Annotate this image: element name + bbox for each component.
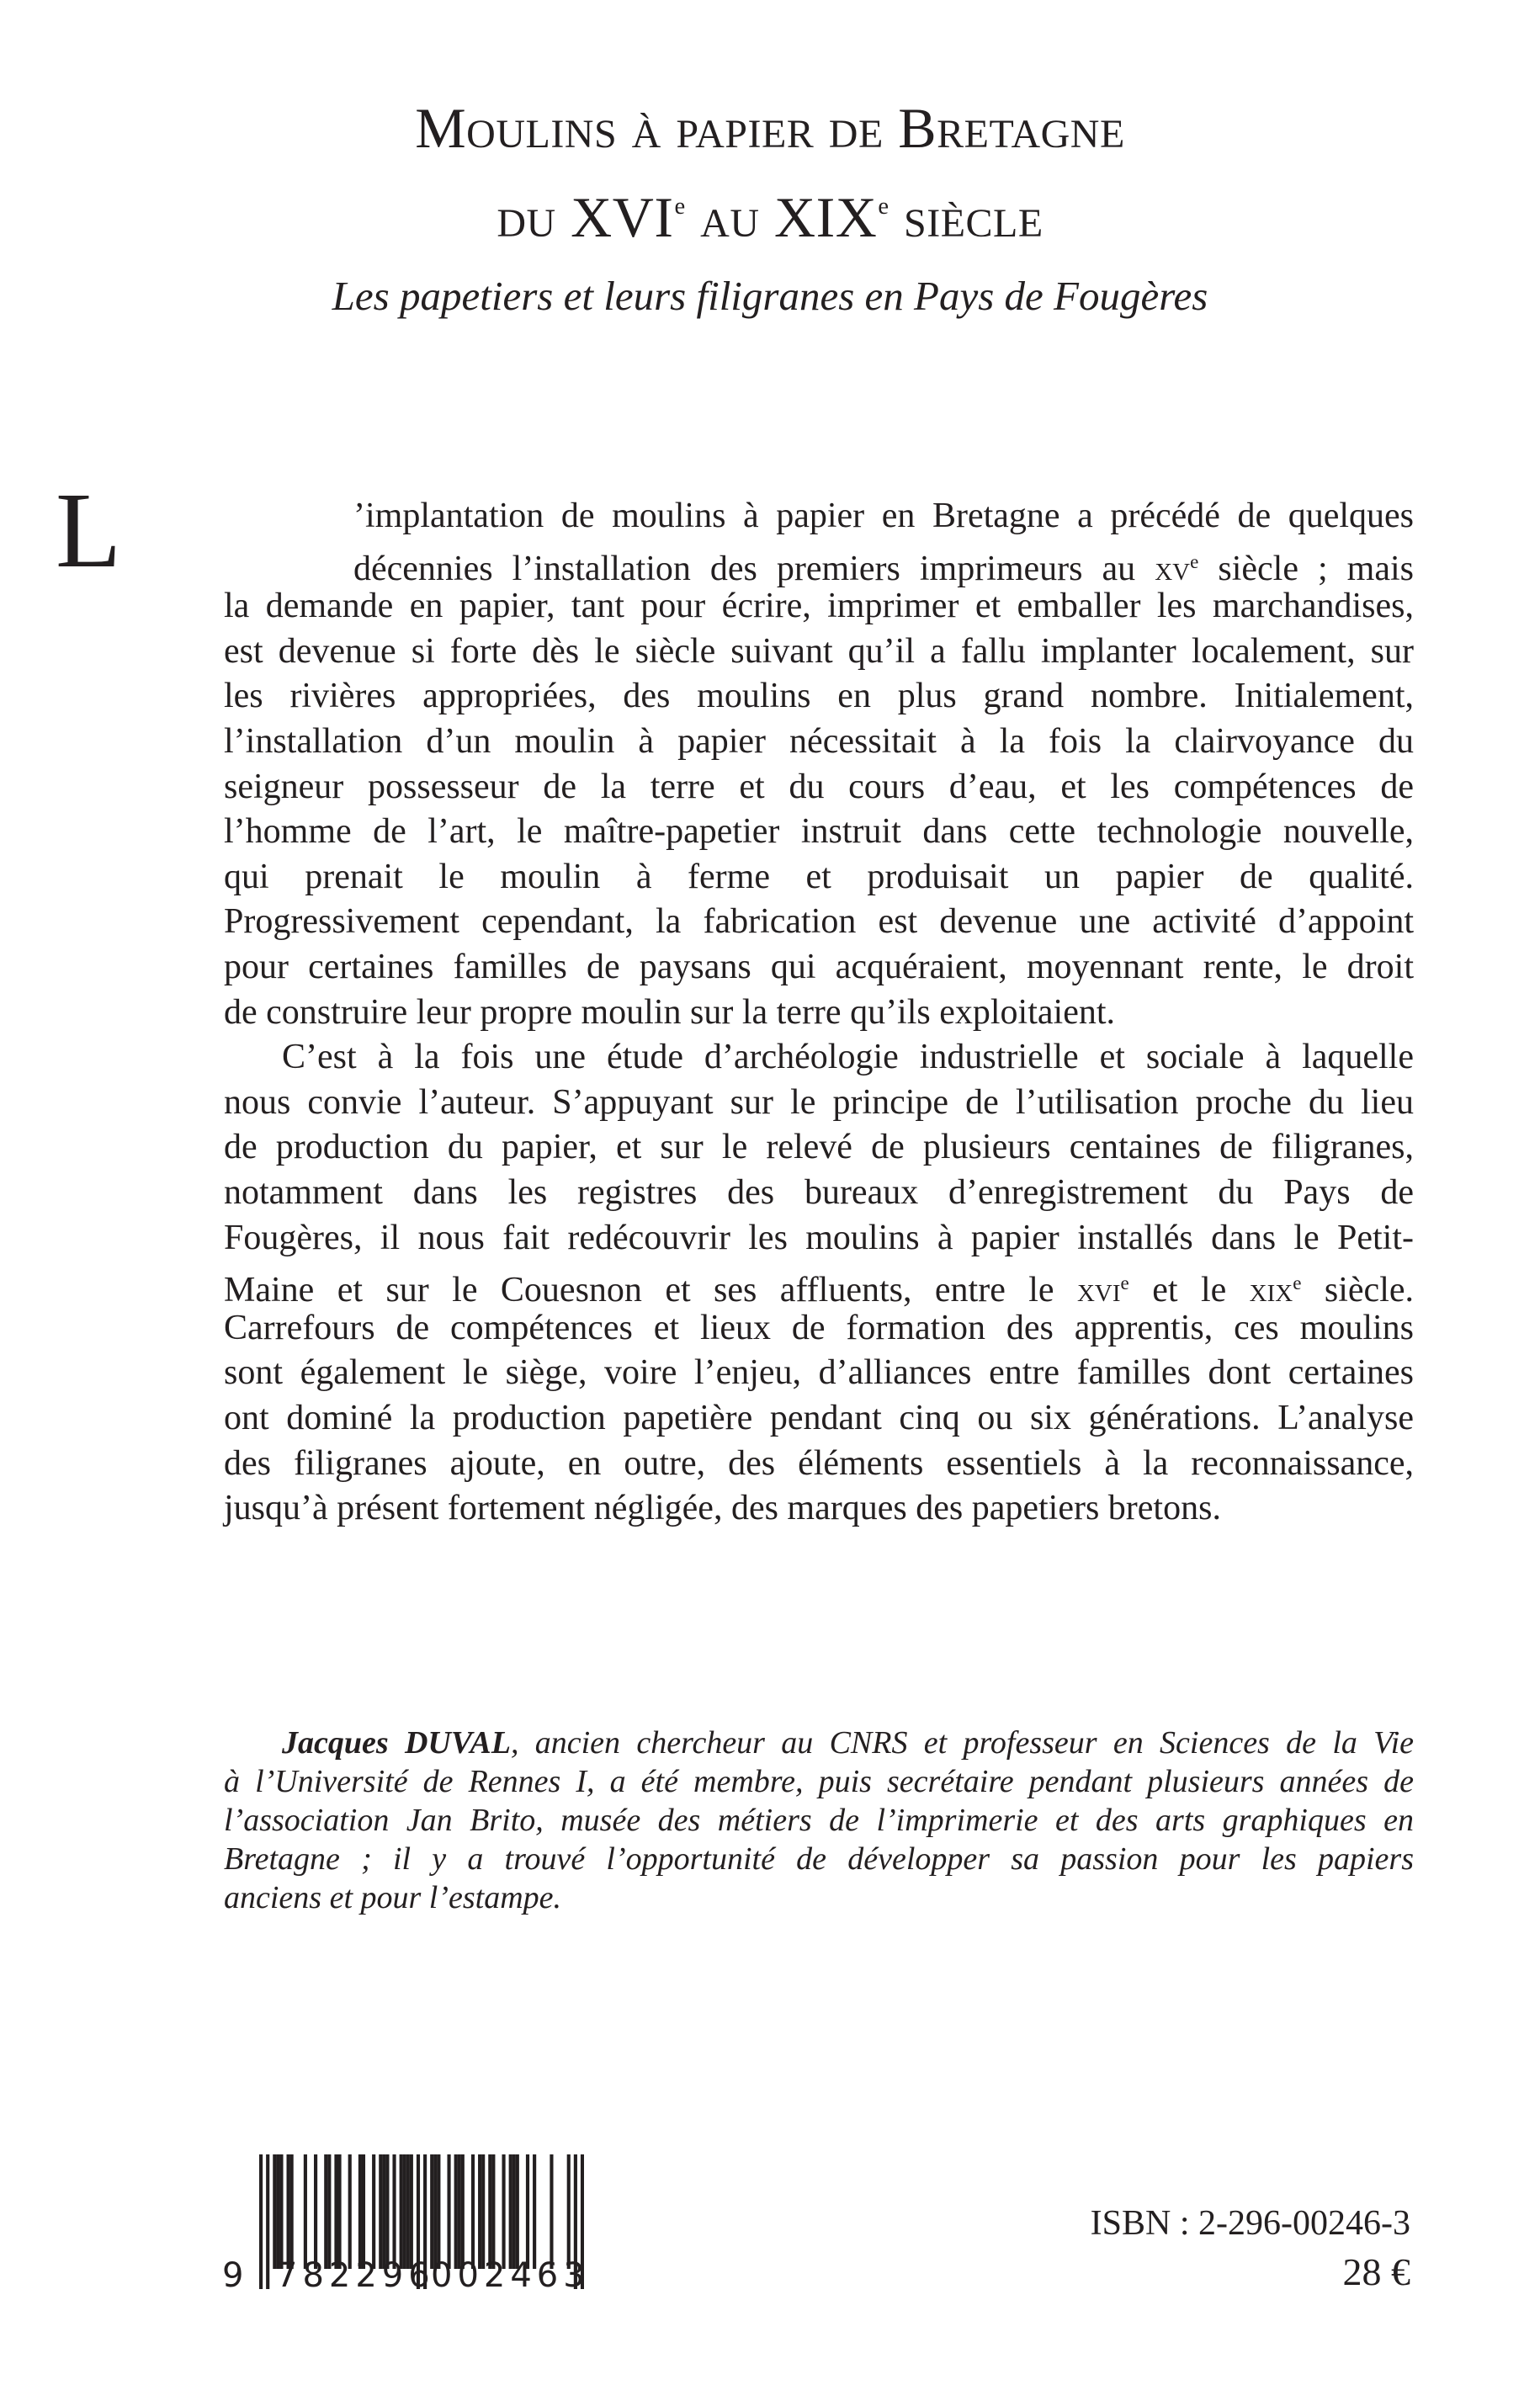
body-line bbox=[224, 1080, 1414, 1125]
body-line-text: la demande en papier, tant pour écrire, imprimer et emballer les marchandises, bbox=[224, 587, 1414, 626]
barcode-bar bbox=[314, 2154, 317, 2269]
barcode-bar bbox=[379, 2154, 382, 2269]
title-century-xvi: XVI bbox=[571, 185, 674, 250]
body-line-text: des filigranes ajoute, en outre, des éléments essentiels à la reconnaissance, bbox=[224, 1443, 1414, 1483]
body-line bbox=[224, 1260, 1415, 1310]
barcode-bar bbox=[491, 2154, 495, 2269]
title-a-papier-de: à papier de bbox=[617, 96, 899, 160]
title-au: au bbox=[685, 185, 774, 250]
author-line-text: , ancien chercheur au CNRS et professeur en Sciences de la Vie bbox=[510, 1725, 1414, 1761]
barcode-bar bbox=[430, 2154, 433, 2269]
body-line-text: Maine et sur le Couesnon et ses affluents, entre le bbox=[224, 1271, 1077, 1310]
author-line bbox=[282, 1724, 1414, 1762]
body-line-text: de construire leur propre moulin sur la terre qu’ils exploitaient. bbox=[224, 992, 1116, 1032]
barcode-bar bbox=[509, 2154, 512, 2269]
book-title-line-2 bbox=[0, 173, 1540, 251]
title-cap-m: M bbox=[415, 96, 467, 160]
barcode-bar bbox=[567, 2154, 571, 2269]
price-label: 28 € bbox=[1342, 2250, 1410, 2293]
barcode-bar bbox=[382, 2154, 385, 2269]
title-moulins-rest: oulins bbox=[466, 96, 618, 160]
title-siecle: siècle bbox=[889, 185, 1043, 250]
barcode-bar bbox=[259, 2154, 263, 2289]
body-line bbox=[224, 1441, 1414, 1486]
body-line-text: C’est à la fois une étude d’archéologie industrielle et sociale à laquelle bbox=[282, 1038, 1414, 1077]
superscript-e: e bbox=[1293, 1272, 1302, 1294]
author-line bbox=[224, 1840, 1414, 1878]
barcode-bar bbox=[304, 2154, 307, 2269]
body-line bbox=[224, 1395, 1414, 1441]
barcode-bar bbox=[458, 2154, 461, 2269]
superscript-e: e bbox=[1120, 1272, 1129, 1294]
body-line-text: seigneur possesseur de la terre et du cours d’eau, et les compétences de bbox=[224, 767, 1414, 806]
body-line bbox=[353, 493, 1414, 539]
drop-cap-letter: L bbox=[56, 470, 122, 590]
body-line bbox=[224, 764, 1414, 810]
body-line bbox=[224, 1215, 1414, 1261]
author-line bbox=[224, 1762, 1414, 1801]
barcode-bar bbox=[533, 2154, 536, 2269]
barcode-bar bbox=[392, 2154, 396, 2269]
body-line-text: sont également le siège, voire l’enjeu, d’alliances entre familles dont certaines bbox=[224, 1353, 1414, 1393]
author-line-text: anciens et pour l’estampe. bbox=[224, 1880, 562, 1915]
barcode-bar bbox=[273, 2154, 276, 2269]
body-line-text: siècle ; mais bbox=[1198, 549, 1414, 588]
barcode-bar bbox=[447, 2154, 450, 2269]
body-line-text: est devenue si forte dès le siècle suivant qu’il a fallu implanter localement, sur bbox=[224, 631, 1414, 671]
barcode-digit-first: 9 bbox=[222, 2256, 244, 2295]
barcode-bar bbox=[512, 2154, 516, 2269]
barcode-bar bbox=[406, 2154, 410, 2269]
title-bretagne-rest: retagne bbox=[937, 96, 1125, 160]
body-line-text: Carrefours de compétences et lieux de formation des apprentis, ces moulins bbox=[224, 1308, 1414, 1347]
century-small-caps: xix bbox=[1249, 1271, 1293, 1310]
body-line-text: Fougères, il nous fait redécouvrir les moulins à papier installés dans le Petit- bbox=[224, 1218, 1414, 1257]
body-line bbox=[224, 1170, 1414, 1215]
author-line-text: l’association Jan Brito, musée des métiers de l’imprimerie et des arts graphiques en bbox=[224, 1803, 1414, 1838]
body-line bbox=[224, 1305, 1414, 1351]
title-du: du bbox=[497, 185, 571, 250]
body-line bbox=[353, 539, 1414, 588]
body-line-text: ’implantation de moulins à papier en Bretagne a précédé de quelques bbox=[353, 497, 1414, 535]
body-line bbox=[224, 719, 1414, 764]
body-line bbox=[224, 990, 1115, 1035]
isbn-label: ISBN : 2-296-00246-3 bbox=[1090, 2204, 1410, 2243]
barcode-bar bbox=[324, 2154, 327, 2269]
body-line-text: décennies l’installation des premiers imprimeurs au bbox=[353, 549, 1155, 588]
author-line bbox=[224, 1801, 1414, 1840]
title-sup-e-1: e bbox=[674, 194, 686, 220]
body-line bbox=[224, 1124, 1414, 1170]
body-line-text: notamment dans les registres des bureaux d’enregistrement du Pays de bbox=[224, 1173, 1414, 1212]
body-line bbox=[282, 1034, 1414, 1080]
barcode-bar bbox=[502, 2154, 505, 2269]
barcode-bar bbox=[337, 2154, 341, 2269]
barcode-bar bbox=[385, 2154, 389, 2269]
barcode-bar bbox=[433, 2154, 437, 2269]
barcode-bar bbox=[334, 2154, 337, 2269]
barcode-bar bbox=[266, 2154, 269, 2289]
author-line bbox=[224, 1878, 561, 1917]
body-line bbox=[224, 673, 1414, 719]
barcode-bar bbox=[488, 2154, 491, 2269]
barcode-bar bbox=[478, 2154, 481, 2269]
body-line-text: l’installation d’un moulin à papier nécessitait à la fois la clairvoyance du bbox=[224, 722, 1414, 761]
barcode-bar bbox=[481, 2154, 485, 2269]
body-line bbox=[224, 899, 1414, 944]
barcode-bar bbox=[358, 2154, 362, 2269]
body-line-text: de production du papier, et sur le relevé de plusieurs centaines de filigranes, bbox=[224, 1128, 1414, 1167]
body-line-text: les rivières appropriées, des moulins en plus grand nombre. Initialement, bbox=[224, 677, 1414, 716]
barcode-bar bbox=[327, 2154, 331, 2269]
barcode-digit-group-2: 002463 bbox=[431, 2256, 590, 2295]
title-cap-b: B bbox=[898, 96, 937, 160]
body-line bbox=[224, 629, 1414, 674]
barcode-bar bbox=[400, 2154, 403, 2269]
barcode-bar bbox=[287, 2154, 290, 2269]
century-small-caps: xvi bbox=[1076, 1271, 1121, 1310]
barcode-digit-group-1: 782296 bbox=[276, 2256, 435, 2295]
barcode-bar bbox=[471, 2154, 475, 2269]
barcode-bar bbox=[526, 2154, 529, 2269]
body-line bbox=[224, 809, 1414, 854]
barcode-bar bbox=[276, 2154, 279, 2269]
barcode-bar bbox=[362, 2154, 365, 2269]
barcode-bar bbox=[437, 2154, 440, 2269]
body-line bbox=[224, 1485, 1221, 1531]
body-line bbox=[224, 1350, 1414, 1395]
author-line-text: Bretagne ; il y a trouvé l’opportunité de développer sa passion pour les papiers bbox=[224, 1841, 1414, 1877]
barcode-bar bbox=[516, 2154, 519, 2269]
barcode-bar bbox=[290, 2154, 294, 2269]
body-line-text: siècle. bbox=[1301, 1271, 1415, 1310]
body-line bbox=[224, 854, 1414, 900]
barcode-bar bbox=[550, 2154, 553, 2269]
body-line bbox=[224, 944, 1414, 990]
author-line-text: à l’Université de Rennes I, a été membre, puis secrétaire pendant plusieurs années de bbox=[224, 1764, 1414, 1799]
body-line-text: ont dominé la production papetière pendant cinq ou six générations. L’analyse bbox=[224, 1399, 1414, 1437]
body-line-text: nous convie l’auteur. S’appuyant sur le principe de l’utilisation proche du lieu bbox=[224, 1082, 1414, 1122]
barcode-bar bbox=[279, 2154, 283, 2269]
book-title-line-1 bbox=[0, 94, 1540, 162]
century-small-caps: xv bbox=[1155, 549, 1191, 588]
body-line-text: jusqu’à présent fortement négligée, des marques des papetiers bretons. bbox=[224, 1489, 1221, 1528]
barcode-bar bbox=[410, 2154, 413, 2269]
barcode-bar bbox=[454, 2154, 458, 2269]
book-subtitle: Les papetiers et leurs filigranes en Pays de Fougères bbox=[332, 273, 1208, 319]
body-line-text: l’homme de l’art, le maître-papetier instruit dans cette technologie nouvelle, bbox=[224, 812, 1414, 852]
body-line-text: pour certaines familles de paysans qui acquéraient, moyennant rente, le droit bbox=[224, 948, 1414, 986]
body-line-text: qui prenait le moulin à ferme et produisait un papier de qualité. bbox=[224, 857, 1414, 896]
body-line-text: et le bbox=[1128, 1271, 1250, 1310]
barcode-bar bbox=[348, 2154, 352, 2269]
barcode-bar bbox=[403, 2154, 406, 2269]
body-line bbox=[224, 583, 1414, 629]
barcode-bar bbox=[461, 2154, 465, 2269]
barcode-bar bbox=[372, 2154, 375, 2269]
author-name: Jacques DUVAL bbox=[282, 1725, 511, 1761]
superscript-e: e bbox=[1190, 550, 1199, 572]
title-century-xix: XIX bbox=[774, 185, 878, 250]
body-line-text: Progressivement cependant, la fabrication est devenue une activité d’appoint bbox=[224, 902, 1414, 942]
title-sup-e-2: e bbox=[878, 194, 889, 220]
